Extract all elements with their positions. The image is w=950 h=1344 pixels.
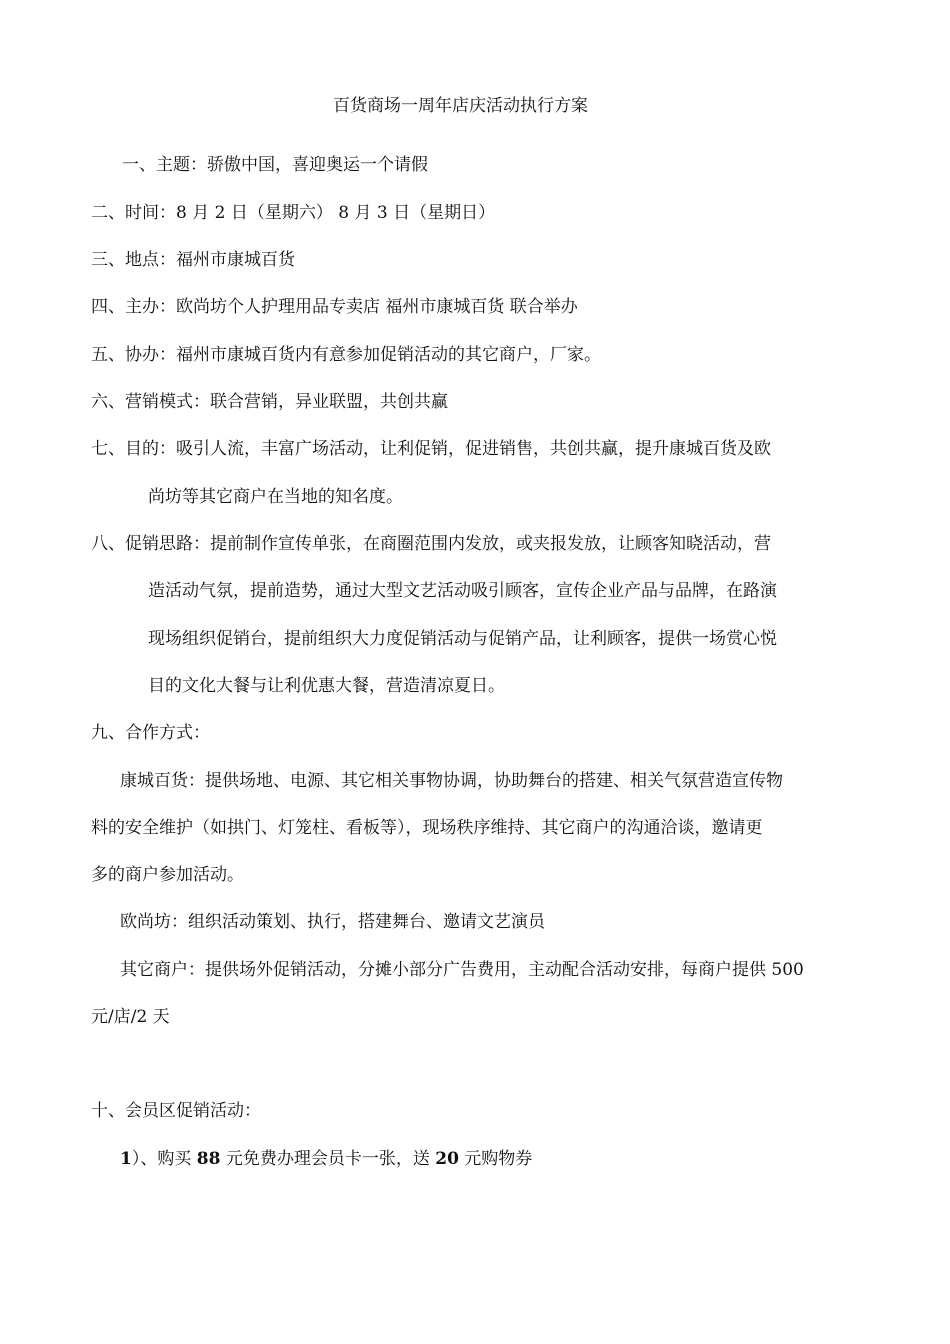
- document-title: 百货商场一周年店庆活动执行方案: [333, 96, 588, 116]
- section-place: 三、地点：福州市康城百货: [91, 250, 295, 270]
- section-idea-line1: 八、促销思路：提前制作宣传单张，在商圈范围内发放，或夹报发放，让顾客知晓活动，营: [91, 534, 771, 554]
- coop-kangcheng-line3: 多的商户参加活动。: [91, 865, 244, 885]
- member-item-1-price: 88: [196, 1149, 221, 1169]
- section-purpose-line2: 尚坊等其它商户在当地的知名度。: [148, 487, 403, 507]
- section-mode: 六、营销模式：联合营销，异业联盟，共创共赢: [91, 392, 448, 412]
- member-item-1-coupon: 20: [435, 1149, 459, 1169]
- section-idea-line2: 造活动气氛，提前造势，通过大型文艺活动吸引顾客，宣传企业产品与品牌，在路演: [148, 581, 777, 601]
- coop-kangcheng-line2: 料的安全维护（如拱门、灯笼柱、看板等），现场秩序维持、其它商户的沟通洽谈，邀请更: [91, 818, 763, 838]
- section-member-heading: 十、会员区促销活动：: [91, 1101, 261, 1121]
- member-item-1-number: 1: [120, 1149, 132, 1169]
- coop-other-line1: 其它商户：提供场外促销活动，分摊小部分广告费用，主动配合活动安排，每商户提供 500: [120, 960, 804, 980]
- section-theme: 一、主题：骄傲中国，喜迎奥运一个请假: [122, 155, 428, 175]
- section-cohost: 五、协办：福州市康城百货内有意参加促销活动的其它商户，厂家。: [91, 345, 601, 365]
- section-time: 二、时间：8 月 2 日（星期六） 8 月 3 日（星期日）: [91, 203, 496, 223]
- coop-other-line2: 元/店/2 天: [91, 1007, 170, 1027]
- section-idea-line3: 现场组织促销台，提前组织大力度促销活动与促销产品，让利顾客，提供一场赏心悦: [148, 629, 777, 649]
- section-host: 四、主办：欧尚坊个人护理用品专卖店 福州市康城百货 联合举办: [91, 297, 578, 317]
- coop-kangcheng-line1: 康城百货：提供场地、电源、其它相关事物协调，协助舞台的搭建、相关气氛营造宣传物: [120, 771, 783, 791]
- section-purpose-line1: 七、目的：吸引人流，丰富广场活动，让利促销，促进销售，共创共赢，提升康城百货及欧: [91, 439, 771, 459]
- section-idea-line4: 目的文化大餐与让利优惠大餐，营造清凉夏日。: [148, 676, 505, 696]
- section-coop-heading: 九、合作方式：: [91, 723, 210, 743]
- coop-oushangfang: 欧尚坊：组织活动策划、执行，搭建舞台、邀请文艺演员: [120, 912, 545, 932]
- member-item-1: 1）、购买 88 元免费办理会员卡一张，送 20 元购物券: [120, 1149, 533, 1169]
